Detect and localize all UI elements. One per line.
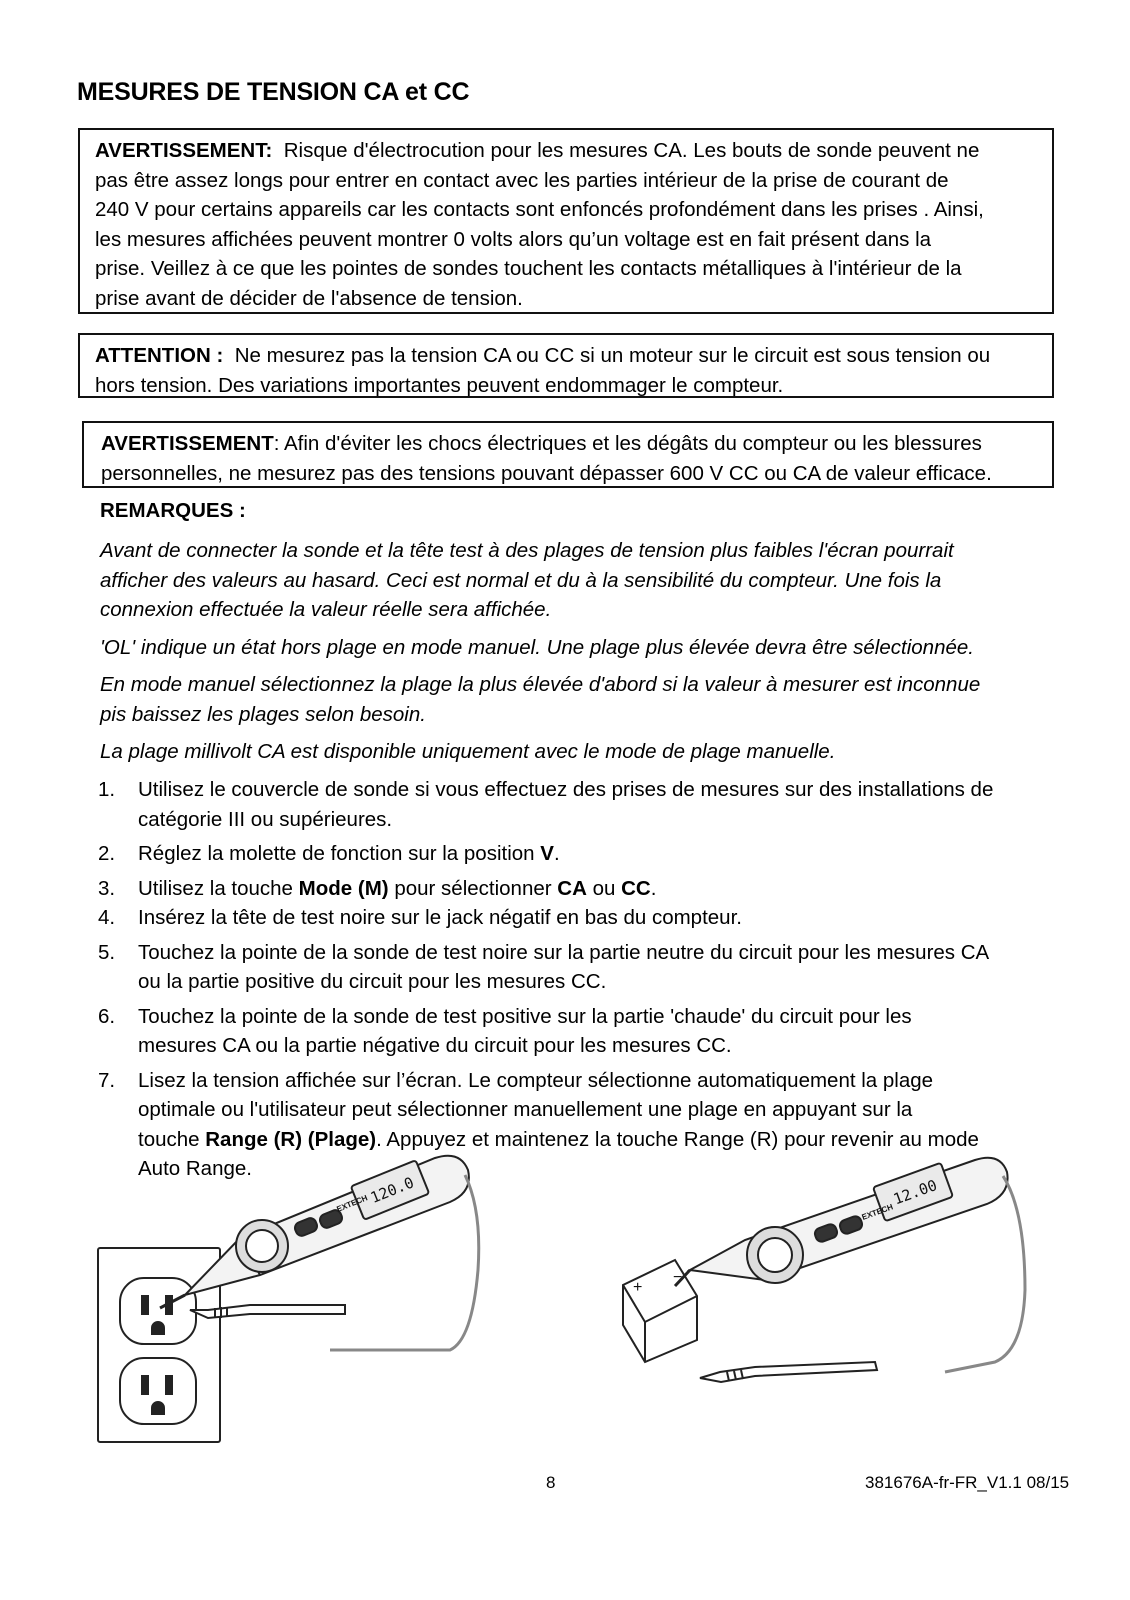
page-title: MESURES DE TENSION CA et CC [77, 78, 470, 106]
step-text: touche [138, 1127, 206, 1151]
step-emphasis: CA [557, 876, 587, 900]
step-text: Touchez la pointe de la sonde de test positive sur la partie 'chaude' du circuit pour les [138, 1004, 912, 1028]
step-text: Réglez la molette de fonction sur la position [138, 842, 541, 865]
step-item [98, 839, 1058, 869]
warning-box-shock [78, 128, 1054, 314]
step-text: Auto Range. [138, 1157, 252, 1180]
warning-text-line: 240 V pour certains appareils car les contacts sont enfoncés profondément dans les prises . Ainsi, [95, 198, 984, 221]
battery-plus-terminal: + [633, 1279, 643, 1296]
brand-label: EXTECH [335, 1193, 369, 1214]
step-text: mesures CA ou la partie négative du circuit pour les mesures CC. [138, 1034, 732, 1057]
warning-label: AVERTISSEMENT: [95, 139, 273, 162]
warning-text-line: les mesures affichées peuvent montrer 0 volts alors qu’un voltage est en fait présent dans la [95, 227, 932, 251]
remark-line: Avant de connecter la sonde et la tête test à des plages de tension plus faibles l'écran pourrait [100, 539, 954, 562]
warning-label: AVERTISSEMENT [101, 432, 274, 455]
step-number: 5. [98, 940, 116, 964]
step-number: 7. [98, 1068, 116, 1092]
caution-label: ATTENTION : [95, 344, 224, 367]
remarks-heading: REMARQUES : [100, 499, 246, 522]
step-text: Utilisez le couvercle de sonde si vous effectuez des prises de mesures sur des installations de [138, 778, 994, 801]
step-text: optimale ou l'utilisateur peut sélectionner manuellement une plage en appuyant sur la [138, 1098, 913, 1121]
remark-line: afficher des valeurs au hasard. Ceci est normal et du à la sensibilité du compteur. Une fois la [100, 568, 942, 592]
meter-display-reading: 120.0 [367, 1173, 417, 1207]
warning-text-line: pas être assez longs pour entrer en contact avec les parties intérieur de la prise de courant de [95, 168, 949, 192]
step-text: ou la partie positive du circuit pour les mesures CC. [138, 970, 607, 993]
step-text: Insérez la tête de test noire sur le jack négatif en bas du compteur. [138, 906, 742, 929]
warning-text-line: Risque d'électrocution pour les mesures CA. Les bouts de sonde peuvent ne [283, 139, 980, 162]
warning-text-line: : Afin d'éviter les chocs électriques et les dégâts du compteur ou les blessures [273, 432, 982, 455]
caution-text-line: hors tension. Des variations importantes peuvent endommager le compteur. [95, 373, 784, 397]
battery-measurement-illustration [615, 1150, 1045, 1450]
step-item [98, 1002, 1058, 1061]
brand-label: EXTECH [860, 1202, 895, 1222]
step-text: Utilisez la touche [138, 876, 299, 900]
step-item [98, 775, 1058, 834]
battery-minus-terminal: − [673, 1269, 683, 1286]
warning-box-voltage-limit [82, 421, 1054, 488]
remark-note: La plage millivolt CA est disponible uniquement avec le mode de plage manuelle. [100, 740, 836, 763]
step-number: 1. [98, 778, 116, 801]
step-item [98, 903, 1058, 933]
step-number: 4. [98, 906, 116, 929]
step-text: Lisez la tension affichée sur l’écran. Le compteur sélectionne automatiquement la plage [138, 1068, 934, 1092]
step-number: 6. [98, 1004, 116, 1028]
document-reference: 381676A-fr-FR_V1.1 08/15 [865, 1473, 1070, 1492]
step-number: 2. [98, 842, 116, 865]
remark-line: connexion effectuée la valeur réelle sera affichée. [100, 598, 552, 621]
step-emphasis: V [540, 842, 554, 865]
warning-text-line: prise. Veillez à ce que les pointes de sondes touchent les contacts métalliques à l'intérieur de la [95, 257, 962, 280]
step-emphasis: Mode (M) [298, 876, 389, 900]
step-emphasis: CC [621, 876, 651, 900]
outlet-measurement-illustration [90, 1150, 560, 1450]
page-number: 8 [546, 1473, 556, 1492]
remark-note [100, 670, 1050, 729]
step-text: pour sélectionner [388, 876, 558, 900]
step-emphasis: Range (R) (Plage) [205, 1127, 377, 1151]
step-text: ou [586, 876, 622, 900]
procedure-steps [98, 775, 1058, 1189]
black-test-probe [700, 1362, 877, 1382]
step-text: . [650, 876, 657, 900]
caution-box-motor [78, 333, 1054, 398]
remark-note [100, 536, 1050, 625]
step-text: . [553, 842, 560, 865]
step-number: 3. [98, 876, 116, 900]
caution-text-line: Ne mesurez pas la tension CA ou CC si un moteur sur le circuit est sous tension ou [234, 344, 991, 367]
step-text: catégorie III ou supérieures. [138, 807, 393, 831]
step-item [98, 938, 1058, 997]
warning-text-line: personnelles, ne mesurez pas des tensions pouvant dépasser 600 V CC ou CA de valeur efficace. [101, 461, 992, 485]
black-test-probe [190, 1305, 345, 1318]
remark-line: pis baissez les plages selon besoin. [100, 702, 426, 726]
remark-line: En mode manuel sélectionnez la plage la plus élevée d'abord si la valeur à mesurer est inconnue [100, 673, 981, 696]
remark-note: 'OL' indique un état hors plage en mode manuel. Une plage plus élevée devra être sélectionnée. [100, 636, 974, 659]
step-item [98, 874, 1058, 904]
meter-display-reading: 12.00 [890, 1176, 940, 1209]
step-text: . Appuyez et maintenez la touche Range (R) pour revenir au mode [376, 1127, 979, 1151]
warning-text-line: prise avant de décider de l'absence de tension. [95, 286, 523, 310]
step-text: Touchez la pointe de la sonde de test noire sur la partie neutre du circuit pour les mesures CA [138, 940, 990, 964]
